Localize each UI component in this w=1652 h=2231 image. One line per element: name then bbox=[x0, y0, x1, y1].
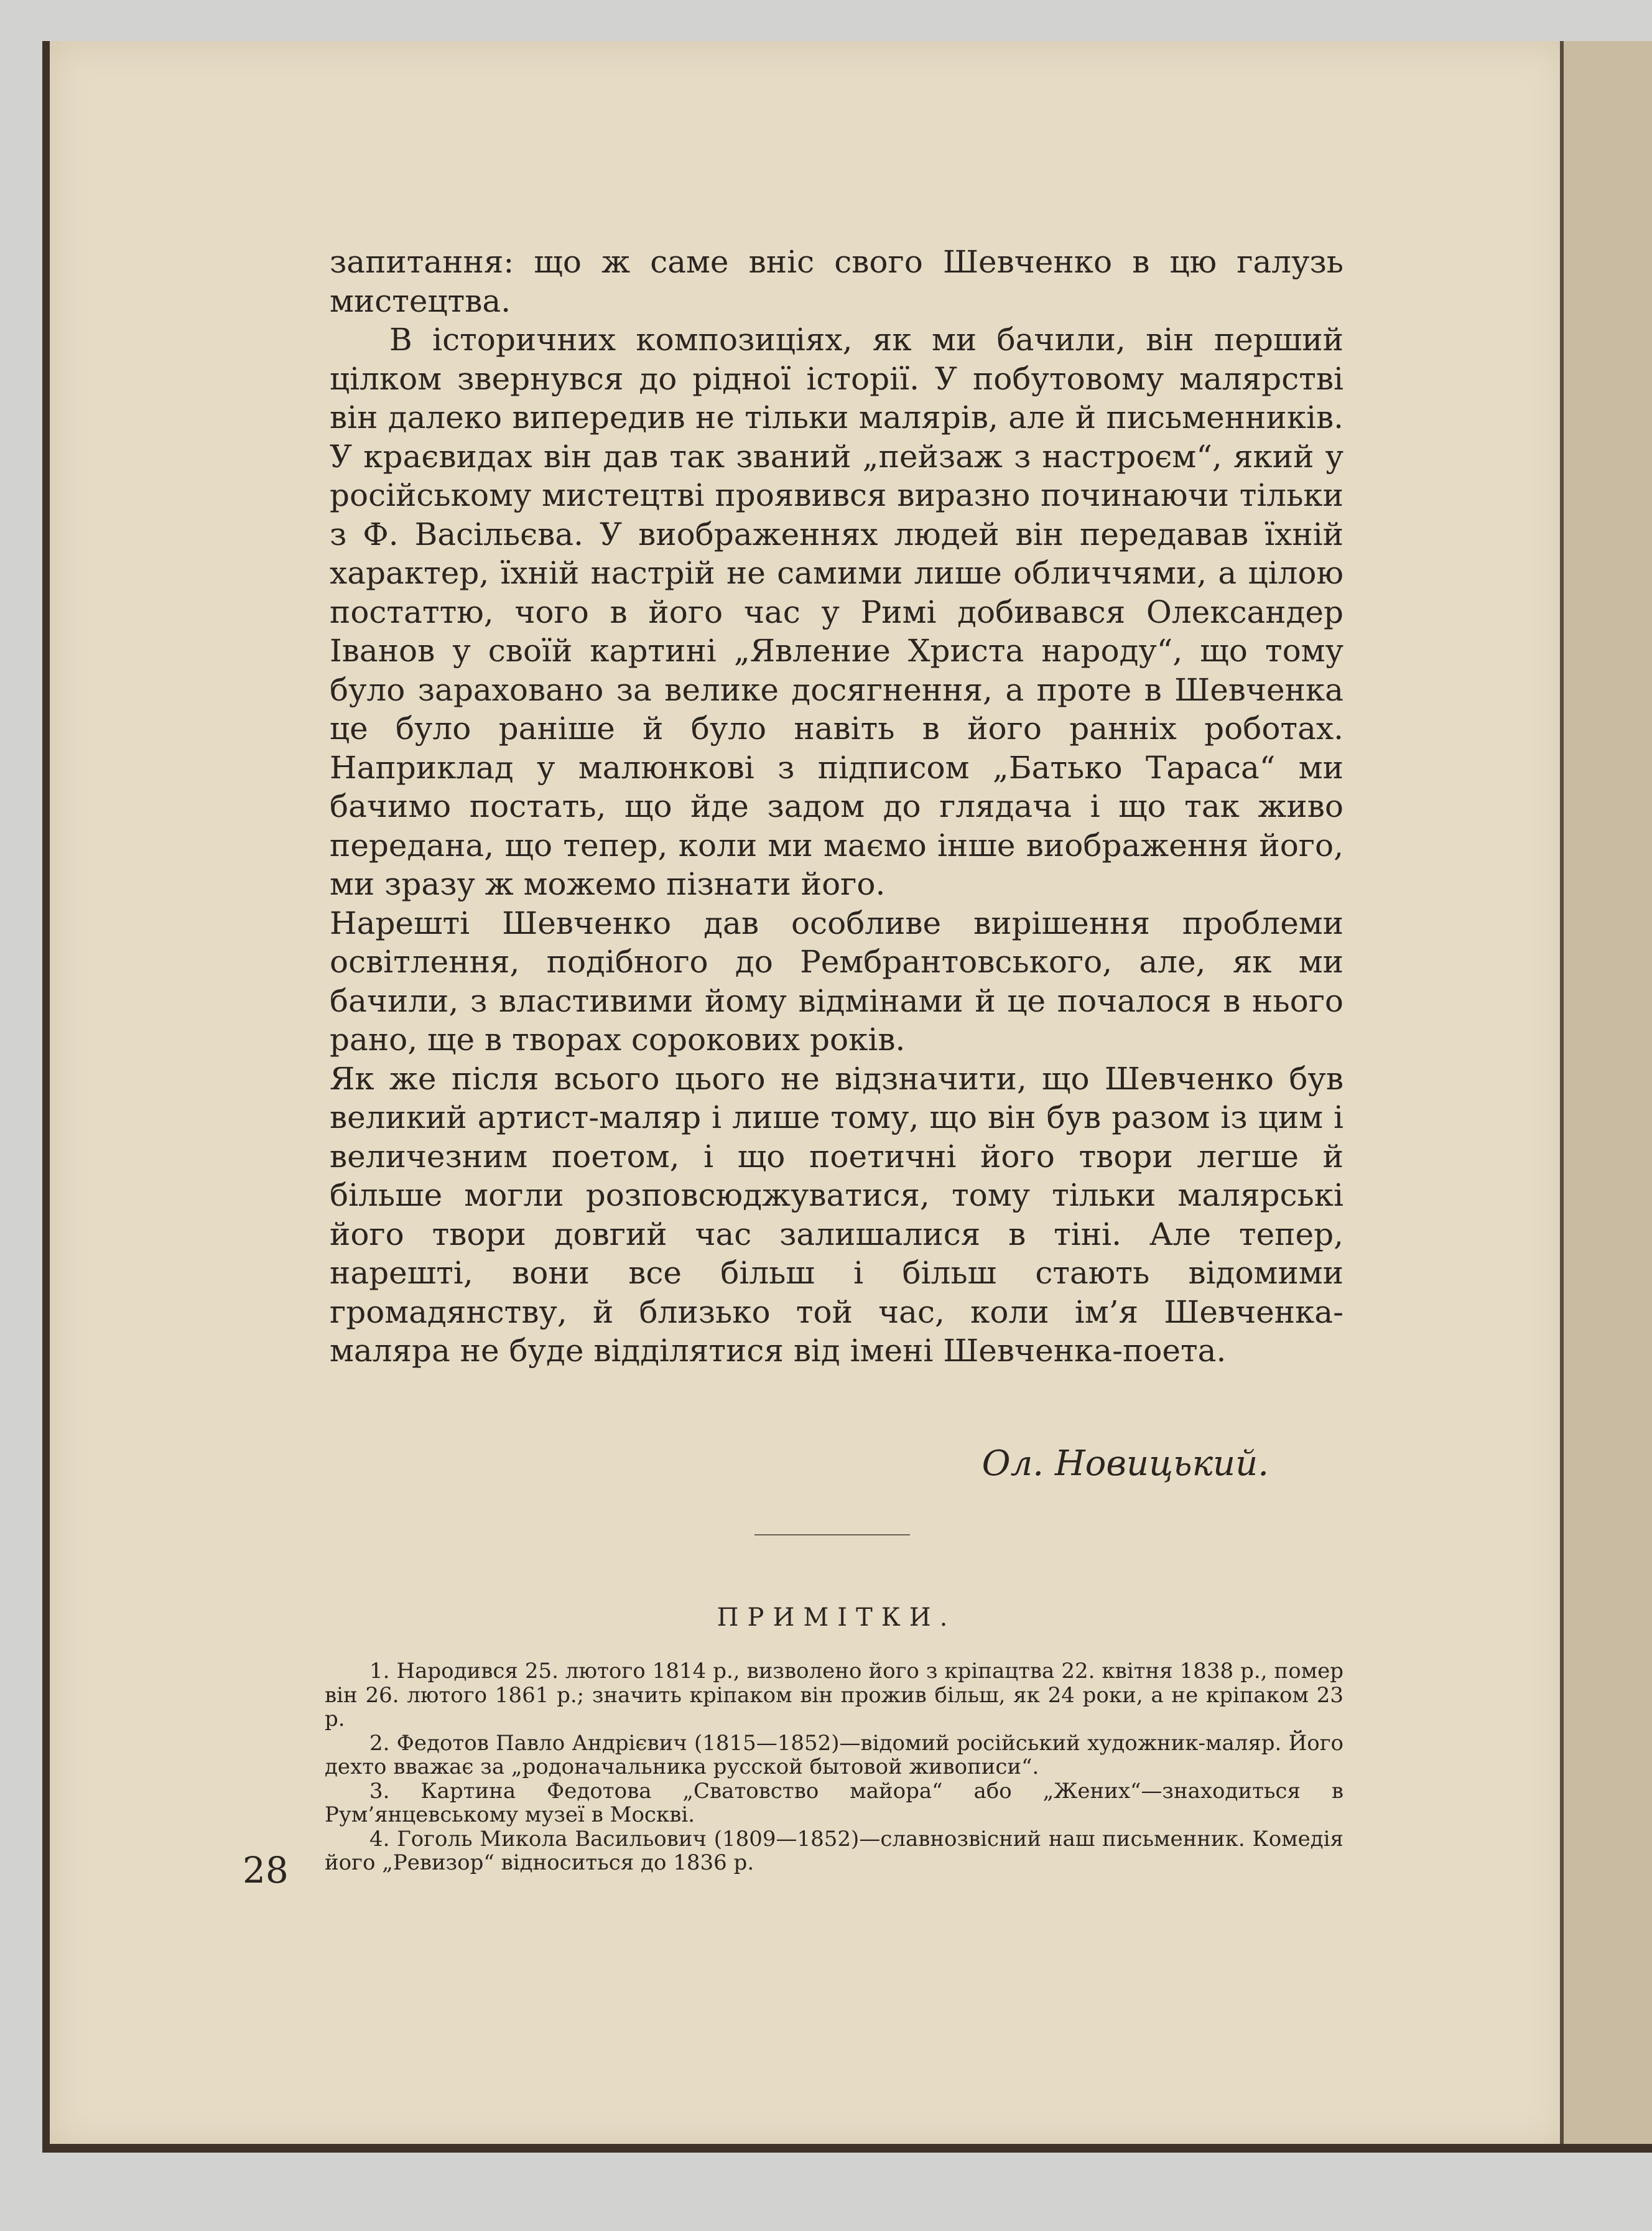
footnote: 1. Народився 25. лютого 1814 р., визволено його з кріпацтва 22. квітня 1838 р., помер він 26. лютого 1861 р.; значить кріпаком він прожив більш, як 24 роки, а не кріпаком 23 р. bbox=[325, 1659, 1343, 1731]
main-text bbox=[330, 243, 1343, 1371]
divider-rule bbox=[754, 1534, 910, 1535]
footnote: 3. Картина Федотова „Сватовство майора“ або „Жених“—знаходиться в Рум’янцевському музеї в Москві. bbox=[325, 1778, 1343, 1827]
paragraph: запитання: що ж саме вніс свого Шевченко в цю галузь мистецтва. bbox=[330, 244, 1343, 319]
footnotes bbox=[325, 1659, 1343, 1875]
paragraph: В історичних композиціях, як ми бачили, він перший цілком звернувся до рідної історії. У побутовому малярстві він далеко випередив не тільки малярів, але й письменників. У краєвидах він дав так званий „пейзаж з настроєм“, який у російському мистецтві проявився виразно починаючи тільки з Ф. Васільєва. У виображеннях людей він передавав їхній характер, їхній настрій не самими лише обличчями, а цілою постаттю, чого в його час у Римі добивався Олександер Іванов у своїй картині „Явление Христа народу“, що тому було зараховано за велике досягнення, а проте в Шевченка це було раніше й було навіть в його ранніх роботах. Наприклад у малюнкові з підписом „Батько Тараса“ ми бачимо постать, що йде задом до глядача і що так живо передана, що тепер, коли ми маємо інше виображення його, ми зразу ж можемо пізнати його. bbox=[330, 322, 1343, 902]
footnote: 2. Федотов Павло Андрієвич (1815—1852)—відомий російський художник-маляр. Його дехто вважає за „родоначальника русской бытовой живописи“. bbox=[325, 1730, 1343, 1779]
author-signature: Ол. Новицький. bbox=[981, 1443, 1269, 1484]
footnote: 4. Гоголь Микола Васильович (1809—1852)—славнозвісний наш письменник. Комедія його „Ревизор“ відноситься до 1836 р. bbox=[325, 1826, 1343, 1875]
paragraph: Як же після всього цього не відзначити, що Шевченко був великий артист-маляр і лише тому, що він був разом із цим і величезним поетом, і що поетичні його твори легше й більше могли розповсюджуватися, тому тільки малярські його твори довгий час залишалися в тіні. Але тепер, нарешті, вони все більш і більш стають відомими громадянству, й близько той час, коли ім’я Шевченка-маляра не буде відділятися від імені Шевченка-поета. bbox=[330, 1060, 1343, 1369]
page-number: 28 bbox=[243, 1849, 289, 1891]
next-page-edge bbox=[1560, 41, 1652, 2148]
paragraph: Нарешті Шевченко дав особливе вирішення проблеми освітлення, подібного до Рембрантовського, але, як ми бачили, з властивими йому відмінами й це почалося в нього рано, ще в творах сорокових років. bbox=[330, 905, 1343, 1058]
page-bottom-edge bbox=[42, 2144, 1652, 2153]
notes-heading: ПРИМІТКИ. bbox=[717, 1603, 957, 1632]
